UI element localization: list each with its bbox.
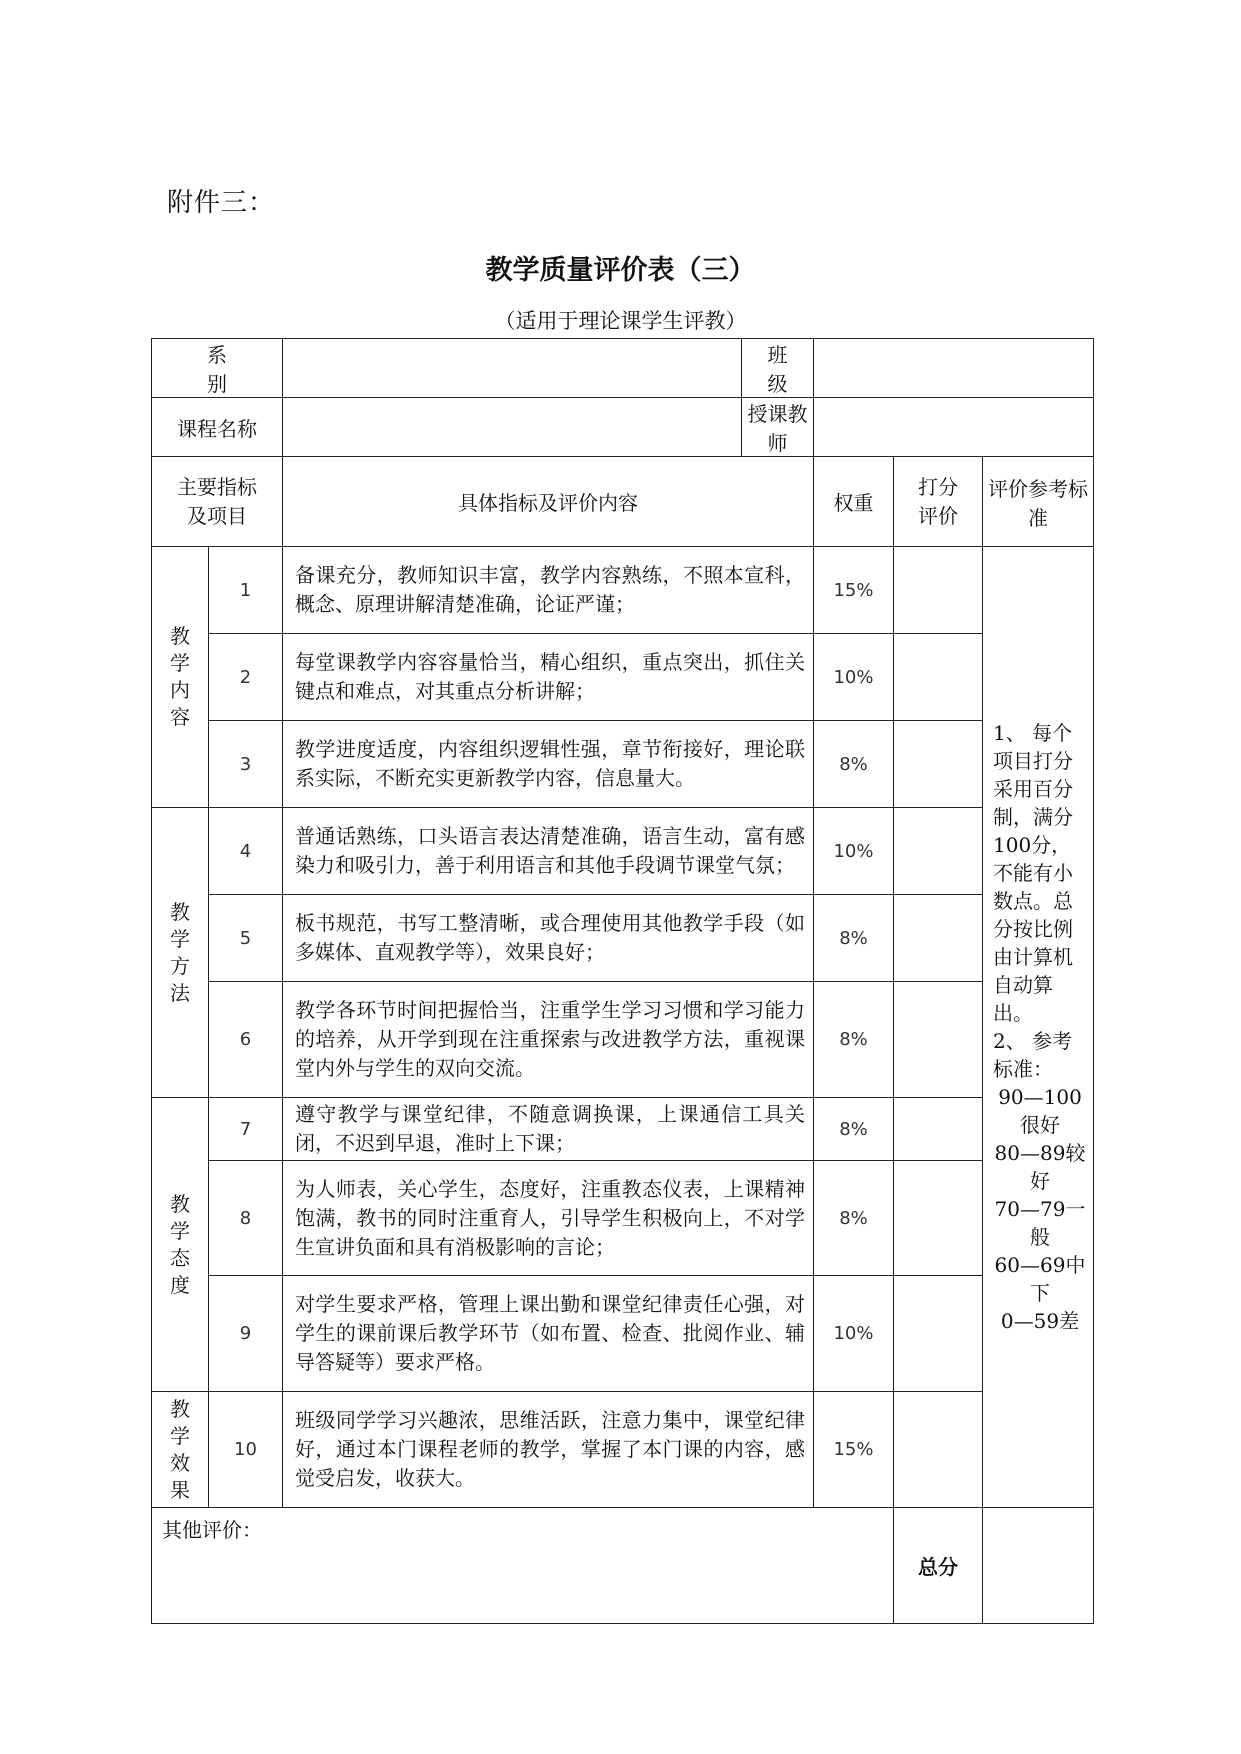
item-description: 教学各环节时间把握恰当，注重学生学习习惯和学习能力的培养，从开学到现在注重探索与改进教学方法，重视课堂内外与学生的双向交流。 [283, 982, 814, 1098]
reference-rule-1: 1、 每个项目打分采用百分制，满分100分，不能有小数点。总分按比例由计算机自动算出。 [993, 721, 1073, 1025]
score-cell[interactable] [894, 982, 983, 1098]
course-field[interactable] [283, 398, 742, 457]
item-weight: 8% [814, 1161, 894, 1276]
item-description: 为人师表，关心学生，态度好，注重教态仪表，上课精神饱满，教书的同时注重育人，引导学生积极向上，不对学生宣讲负面和具有消极影响的言论； [283, 1161, 814, 1276]
score-cell[interactable] [894, 1161, 983, 1276]
item-description: 对学生要求严格，管理上课出勤和课堂纪律责任心强，对学生的课前课后教学环节（如布置、检查、批阅作业、辅导答疑等）要求严格。 [283, 1276, 814, 1392]
item-weight: 8% [814, 721, 894, 808]
teacher-field[interactable] [814, 398, 1094, 457]
score-cell[interactable] [894, 1392, 983, 1508]
evaluation-table [151, 338, 1094, 1624]
score-cell[interactable] [894, 895, 983, 982]
col-ref-header: 评价参考标准 [983, 457, 1094, 547]
col-score-header: 打分评价 [894, 457, 983, 547]
item-description: 普通话熟练，口头语言表达清楚准确，语言生动，富有感染力和吸引力，善于利用语言和其他手段调节课堂气氛； [283, 808, 814, 895]
item-number: 3 [209, 721, 283, 808]
group-teaching-method: 教 学 方 法 [152, 808, 209, 1098]
score-cell[interactable] [894, 1098, 983, 1161]
item-number: 7 [209, 1098, 283, 1161]
item-weight: 10% [814, 634, 894, 721]
item-number: 1 [209, 547, 283, 634]
teacher-label: 授课教师 [742, 398, 814, 457]
item-weight: 15% [814, 1392, 894, 1508]
item-description: 板书规范，书写工整清晰，或合理使用其他教学手段（如多媒体、直观教学等），效果良好； [283, 895, 814, 982]
reference-rule-2: 2、 参考标准： [993, 1029, 1073, 1081]
col-weight-header: 权重 [814, 457, 894, 547]
score-cell[interactable] [894, 808, 983, 895]
item-number: 6 [209, 982, 283, 1098]
total-score-label: 总分 [894, 1508, 983, 1624]
item-weight: 8% [814, 895, 894, 982]
item-description: 遵守教学与课堂纪律，不随意调换课，上课通信工具关闭，不迟到早退，准时上下课； [283, 1098, 814, 1161]
dept-label: 系 别 [152, 339, 283, 398]
level-average: 70—79一般 [994, 1197, 1086, 1249]
form-subtitle: （适用于理论课学生评教） [494, 309, 747, 333]
item-description: 每堂课教学内容容量恰当，精心组织，重点突出，抓住关键点和难点，对其重点分析讲解； [283, 634, 814, 721]
level-excellent: 90—100很好 [998, 1085, 1082, 1137]
dept-field[interactable] [283, 339, 742, 398]
item-number: 9 [209, 1276, 283, 1392]
item-description: 备课充分，教师知识丰富，教学内容熟练，不照本宣科，概念、原理讲解清楚准确，论证严谨； [283, 547, 814, 634]
score-cell[interactable] [894, 634, 983, 721]
class-field[interactable] [814, 339, 1094, 398]
item-number: 8 [209, 1161, 283, 1276]
score-cell[interactable] [894, 1276, 983, 1392]
course-label: 课程名称 [152, 398, 283, 457]
item-number: 2 [209, 634, 283, 721]
item-weight: 8% [814, 1098, 894, 1161]
form-title: 教学质量评价表（三） [485, 255, 756, 286]
col-main-header: 主要指标及项目 [152, 457, 283, 547]
item-description: 班级同学学习兴趣浓，思维活跃，注意力集中，课堂纪律好，通过本门课程老师的教学，掌握了本门课的内容，感觉受启发，收获大。 [283, 1392, 814, 1508]
item-number: 10 [209, 1392, 283, 1508]
score-cell[interactable] [894, 721, 983, 808]
item-number: 5 [209, 895, 283, 982]
group-teaching-effect: 教 学 效 果 [152, 1392, 209, 1508]
item-number: 4 [209, 808, 283, 895]
item-weight: 10% [814, 808, 894, 895]
item-weight: 15% [814, 547, 894, 634]
other-comments[interactable] [152, 1508, 894, 1624]
item-description: 教学进度适度，内容组织逻辑性强，章节衔接好，理论联系实际，不断充实更新教学内容，信息量大。 [283, 721, 814, 808]
group-teaching-attitude: 教 学 态 度 [152, 1098, 209, 1392]
level-good: 80—89较好 [994, 1141, 1086, 1193]
total-score-field[interactable] [983, 1508, 1094, 1624]
col-content-header: 具体指标及评价内容 [283, 457, 814, 547]
class-label: 班 级 [742, 339, 814, 398]
group-teaching-content: 教 学 内 容 [152, 547, 209, 808]
level-poor: 0—59差 [1000, 1309, 1080, 1333]
attachment-label: 附件三： [167, 188, 276, 218]
item-weight: 8% [814, 982, 894, 1098]
reference-standard [983, 547, 1094, 1508]
level-below-average: 60—69中下 [994, 1253, 1086, 1305]
other-comments-label: 其他评价： [162, 1518, 262, 1542]
score-cell[interactable] [894, 547, 983, 634]
item-weight: 10% [814, 1276, 894, 1392]
